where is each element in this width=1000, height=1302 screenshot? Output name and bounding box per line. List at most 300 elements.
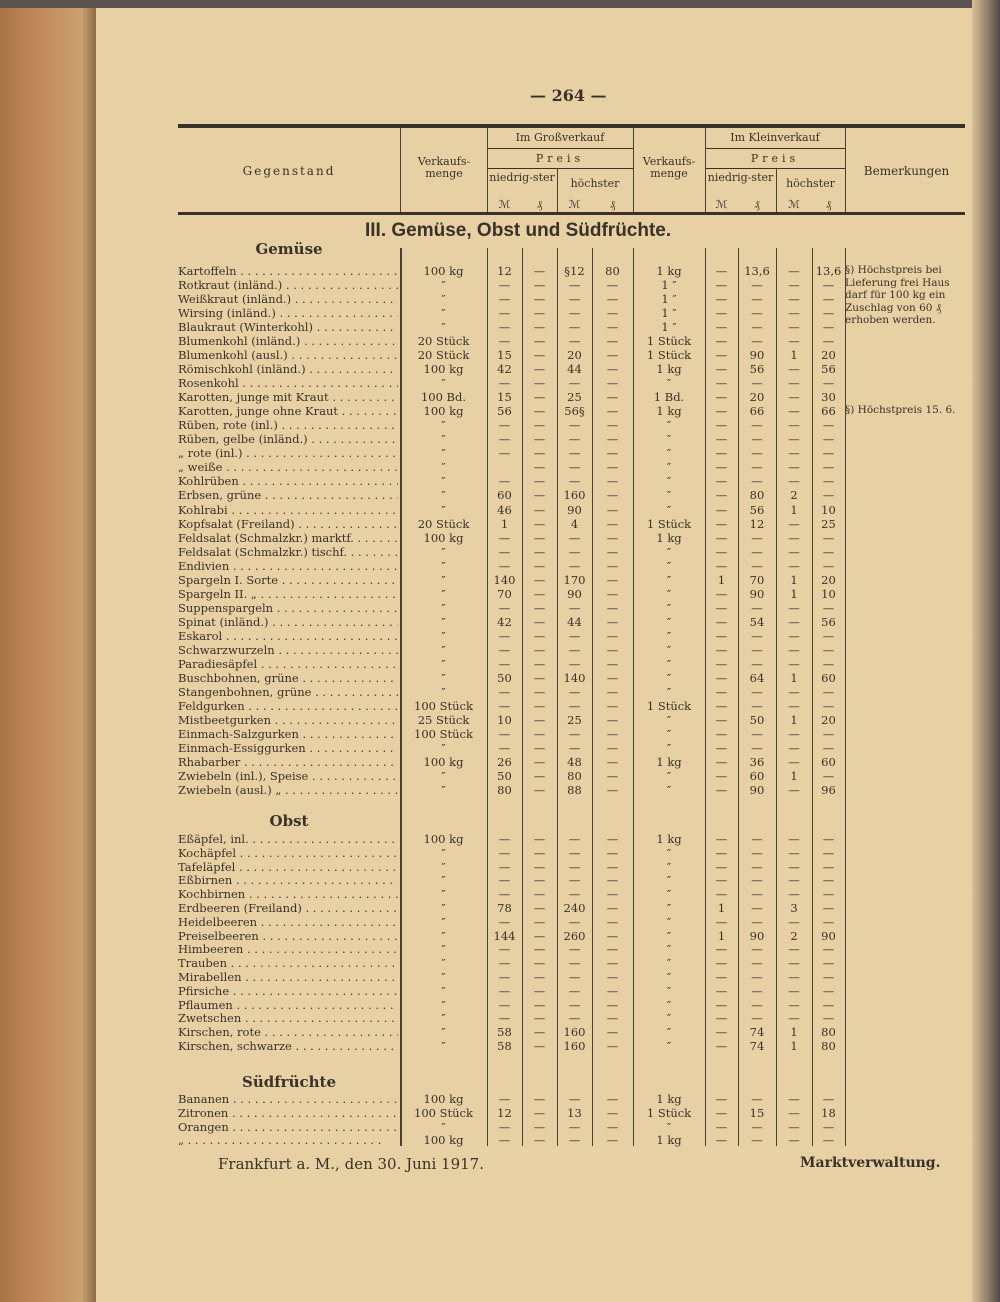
wholesale-low-mark: —	[498, 698, 511, 713]
header-divider	[487, 148, 633, 149]
table-row	[178, 942, 848, 956]
item-name: Suppenspargeln . . .	[178, 601, 398, 615]
wholesale-low-mark: —	[498, 684, 511, 699]
table-row	[178, 1133, 848, 1147]
retail-high-pfennig: —	[822, 306, 835, 321]
wholesale-low-pfennig: —	[533, 404, 546, 419]
retail-quantity: ″	[666, 670, 672, 685]
wholesale-high-pfennig: —	[606, 832, 619, 846]
retail-low-pfennig: 90	[749, 928, 765, 943]
header-mark: ℳ	[568, 198, 581, 211]
table-row	[178, 629, 848, 643]
item-name: Kartoffeln . . .	[178, 264, 398, 278]
wholesale-quantity: 20 Stück	[417, 348, 470, 363]
retail-high-mark: 1	[790, 769, 798, 784]
wholesale-quantity: ″	[441, 859, 446, 874]
retail-low-mark: —	[715, 1133, 728, 1148]
table-row	[178, 601, 848, 615]
table-row	[178, 998, 848, 1012]
wholesale-high-pfennig: —	[606, 928, 619, 943]
retail-low-pfennig: 12	[749, 516, 765, 531]
retail-low-pfennig: —	[751, 656, 763, 671]
wholesale-low-mark: —	[498, 600, 511, 615]
wholesale-high-pfennig: —	[606, 1039, 619, 1053]
retail-high-mark: —	[788, 873, 800, 888]
retail-low-pfennig: 90	[749, 783, 765, 798]
wholesale-high-pfennig: —	[606, 783, 619, 798]
item-name: Zwiebeln (inl.), Speise . . .	[178, 769, 398, 783]
item-name: Pflaumen . . .	[178, 998, 398, 1012]
wholesale-high-pfennig: —	[606, 474, 619, 489]
retail-low-mark: —	[715, 642, 728, 657]
retail-high-pfennig: —	[822, 873, 835, 888]
place-date: Frankfurt a. M., den 30. Juni 1917.	[218, 1155, 484, 1173]
wholesale-low-mark: —	[498, 278, 511, 293]
item-name: Kochbirnen . . .	[178, 887, 398, 901]
wholesale-low-mark: —	[498, 334, 511, 349]
item-name: Rüben, rote (inl.) . . .	[178, 418, 398, 432]
retail-quantity: ″	[666, 859, 672, 874]
wholesale-high-mark: —	[568, 1119, 581, 1134]
wholesale-high-mark: —	[568, 684, 581, 699]
wholesale-low-pfennig: —	[533, 859, 546, 874]
retail-high-mark: —	[788, 887, 800, 902]
retail-low-mark: —	[715, 997, 728, 1012]
wholesale-quantity: ″	[441, 432, 446, 447]
wholesale-low-mark: —	[498, 887, 511, 902]
item-name: Kirschen, rote . . .	[178, 1025, 398, 1039]
wholesale-high-mark: —	[568, 970, 581, 984]
wholesale-high-pfennig: —	[606, 1092, 619, 1106]
wholesale-high-pfennig: —	[606, 1105, 619, 1120]
wholesale-high-pfennig: —	[606, 278, 619, 293]
wholesale-high-pfennig: —	[606, 558, 619, 573]
wholesale-quantity: ″	[441, 488, 446, 503]
wholesale-low-mark: 10	[497, 712, 512, 727]
wholesale-high-mark: 80	[567, 769, 582, 784]
retail-high-mark: —	[788, 942, 800, 957]
item-name: Mistbeetgurken . . .	[178, 713, 398, 727]
item-name: Karotten, junge ohne Kraut . . .	[178, 404, 398, 418]
wholesale-high-mark: —	[568, 845, 581, 860]
wholesale-low-pfennig: —	[533, 712, 546, 727]
wholesale-high-pfennig: —	[606, 914, 619, 929]
retail-quantity: ″	[666, 376, 672, 391]
table-row	[178, 873, 848, 887]
retail-quantity: ″	[666, 997, 672, 1012]
wholesale-quantity: ″	[441, 1119, 446, 1134]
retail-quantity: 1 kg	[656, 530, 682, 545]
retail-low-mark: —	[715, 614, 728, 629]
wholesale-high-mark: —	[568, 474, 581, 489]
header-hoechster: höchster	[570, 177, 620, 190]
retail-high-mark: 1	[790, 670, 798, 685]
wholesale-low-pfennig: —	[533, 1119, 546, 1134]
retail-high-pfennig: 56	[821, 362, 836, 377]
retail-low-mark: —	[715, 1011, 728, 1026]
wholesale-low-mark: 60	[497, 488, 512, 503]
wholesale-low-mark: —	[498, 942, 511, 957]
retail-high-mark: —	[788, 362, 800, 377]
item-name: Buschbohnen, grüne . . .	[178, 671, 398, 685]
retail-low-mark: —	[715, 1105, 728, 1120]
retail-low-mark: —	[715, 887, 728, 902]
wholesale-quantity: ″	[441, 928, 446, 943]
wholesale-quantity: ″	[441, 873, 446, 888]
wholesale-quantity: 100 kg	[423, 1133, 464, 1148]
table-row	[178, 559, 848, 573]
retail-high-mark: 1	[790, 1039, 798, 1053]
table-row	[178, 334, 848, 348]
wholesale-quantity: ″	[441, 544, 446, 559]
wholesale-quantity: ″	[441, 306, 446, 321]
wholesale-quantity: ″	[441, 628, 446, 643]
retail-high-mark: —	[788, 432, 800, 447]
retail-quantity: ″	[666, 600, 672, 615]
remark-karotten: §) Höchstpreis 15. 6.	[845, 404, 956, 416]
retail-high-mark: 2	[790, 928, 798, 943]
retail-high-mark: —	[788, 614, 800, 629]
table-row	[178, 1106, 848, 1120]
wholesale-low-pfennig: —	[533, 1039, 546, 1053]
wholesale-high-mark: —	[568, 278, 581, 293]
retail-low-pfennig: —	[751, 474, 763, 489]
wholesale-quantity: ″	[441, 586, 446, 601]
column-divider	[633, 128, 634, 212]
retail-high-mark: —	[788, 334, 800, 349]
retail-high-pfennig: —	[822, 983, 835, 998]
wholesale-quantity: ″	[441, 320, 446, 335]
retail-low-pfennig: —	[751, 1011, 763, 1026]
item-name: Pfirsiche . . .	[178, 984, 398, 998]
retail-high-mark: 1	[790, 502, 798, 517]
wholesale-high-mark: 44	[567, 362, 582, 377]
retail-high-mark: 1	[790, 712, 798, 727]
wholesale-low-mark: —	[498, 474, 511, 489]
wholesale-high-mark: —	[568, 1092, 581, 1106]
retail-low-pfennig: —	[751, 320, 763, 335]
wholesale-low-pfennig: —	[533, 362, 546, 377]
wholesale-quantity: ″	[441, 1025, 446, 1040]
section-heading: Südfrüchte	[242, 1073, 336, 1091]
retail-high-pfennig: —	[822, 859, 835, 874]
retail-high-mark: —	[788, 264, 800, 278]
table-row	[178, 1025, 848, 1039]
wholesale-low-mark: —	[498, 873, 511, 888]
retail-high-pfennig: 13,6	[815, 264, 842, 278]
wholesale-low-pfennig: —	[533, 1105, 546, 1120]
wholesale-quantity: ″	[441, 997, 446, 1012]
retail-quantity: ″	[666, 956, 672, 971]
wholesale-low-pfennig: —	[533, 741, 546, 756]
retail-quantity: 1 kg	[656, 832, 682, 846]
wholesale-low-pfennig: —	[533, 572, 546, 587]
retail-quantity: ″	[666, 887, 672, 902]
wholesale-low-pfennig: —	[533, 901, 546, 915]
wholesale-low-mark: 26	[497, 755, 512, 770]
item-name: Weißkraut (inländ.) . . .	[178, 292, 398, 306]
retail-low-mark: —	[715, 530, 728, 545]
scan-right-border	[972, 0, 1000, 1302]
wholesale-high-mark: —	[568, 887, 581, 902]
wholesale-low-pfennig: —	[533, 755, 546, 770]
retail-high-pfennig: —	[822, 278, 835, 293]
retail-low-mark: —	[715, 1119, 728, 1134]
retail-quantity: ″	[666, 684, 672, 699]
table-row	[178, 474, 848, 488]
remark-kartoffeln: §) Höchstpreis bei Lieferung frei Haus darf für 100 kg ein Zuschlag von 60 ₰ erhoben werden.	[845, 264, 950, 326]
wholesale-high-mark: —	[568, 942, 581, 957]
wholesale-low-pfennig: —	[533, 516, 546, 531]
table-row	[178, 615, 848, 629]
wholesale-quantity: 20 Stück	[417, 334, 470, 349]
wholesale-high-pfennig: —	[606, 390, 619, 405]
item-name: Zwetschen . . .	[178, 1011, 398, 1025]
wholesale-low-mark: 46	[497, 502, 512, 517]
column-divider	[845, 128, 846, 212]
wholesale-high-pfennig: —	[606, 684, 619, 699]
retail-quantity: ″	[666, 418, 672, 433]
retail-quantity: 1 kg	[656, 404, 682, 419]
retail-high-mark: —	[788, 376, 800, 391]
retail-high-mark: —	[788, 1011, 800, 1026]
retail-high-mark: —	[788, 684, 800, 699]
retail-quantity: ″	[666, 614, 672, 629]
retail-high-pfennig: —	[822, 741, 835, 756]
item-name: Kohlrabi . . .	[178, 503, 398, 517]
retail-low-mark: —	[715, 376, 728, 391]
retail-low-mark: —	[715, 845, 728, 860]
wholesale-high-pfennig: —	[606, 502, 619, 517]
wholesale-high-mark: —	[568, 698, 581, 713]
wholesale-low-pfennig: —	[533, 887, 546, 902]
retail-low-mark: —	[715, 292, 728, 307]
wholesale-low-mark: —	[498, 446, 511, 461]
retail-low-pfennig: 20	[749, 390, 765, 405]
wholesale-quantity: ″	[441, 956, 446, 971]
item-name: Römischkohl (inländ.) . . .	[178, 362, 398, 376]
wholesale-high-pfennig: —	[606, 670, 619, 685]
table-row	[178, 769, 848, 783]
retail-low-pfennig: —	[751, 376, 763, 391]
retail-high-pfennig: 90	[821, 928, 836, 943]
wholesale-high-pfennig: —	[606, 544, 619, 559]
retail-low-mark: —	[715, 488, 728, 503]
retail-quantity: ″	[666, 460, 672, 475]
retail-low-mark: —	[715, 983, 728, 998]
wholesale-high-mark: 25	[567, 712, 582, 727]
wholesale-high-mark: —	[568, 600, 581, 615]
wholesale-high-pfennig: —	[606, 859, 619, 874]
wholesale-high-pfennig: —	[606, 942, 619, 957]
retail-low-pfennig: 64	[749, 670, 765, 685]
wholesale-low-mark: —	[498, 1133, 511, 1148]
retail-low-mark: —	[715, 769, 728, 784]
retail-low-mark: —	[715, 474, 728, 489]
retail-high-mark: —	[788, 726, 800, 741]
wholesale-high-mark: 160	[563, 488, 586, 503]
retail-quantity: 1 kg	[656, 755, 682, 770]
wholesale-low-pfennig: —	[533, 832, 546, 846]
wholesale-high-mark: —	[568, 914, 581, 929]
retail-quantity: ″	[666, 628, 672, 643]
retail-quantity: 1 Stück	[646, 698, 692, 713]
wholesale-low-pfennig: —	[533, 698, 546, 713]
retail-high-pfennig: —	[822, 845, 835, 860]
retail-low-mark: —	[715, 755, 728, 770]
retail-high-pfennig: —	[822, 418, 835, 433]
retail-low-pfennig: —	[751, 558, 763, 573]
table-row	[178, 404, 848, 418]
retail-high-mark: —	[788, 983, 800, 998]
header-bottom-rule	[178, 212, 965, 215]
wholesale-low-mark: —	[498, 320, 511, 335]
table-row	[178, 460, 848, 474]
table-row	[178, 755, 848, 769]
item-name: „ rote (inl.) . . .	[178, 446, 398, 460]
wholesale-high-pfennig: —	[606, 460, 619, 475]
wholesale-high-mark: —	[568, 628, 581, 643]
table-row	[178, 306, 848, 320]
retail-quantity: 1 ″	[661, 306, 677, 321]
retail-low-pfennig: —	[751, 832, 763, 846]
retail-high-pfennig: —	[822, 970, 835, 984]
wholesale-low-pfennig: —	[533, 983, 546, 998]
wholesale-high-mark: —	[568, 558, 581, 573]
retail-high-pfennig: —	[822, 997, 835, 1012]
wholesale-low-pfennig: —	[533, 376, 546, 391]
retail-low-mark: —	[715, 334, 728, 349]
retail-high-mark: —	[788, 292, 800, 307]
header-verkaufsmenge: Verkaufs-menge	[417, 155, 471, 180]
retail-high-mark: —	[788, 642, 800, 657]
retail-high-pfennig: —	[822, 376, 835, 391]
table-row	[178, 348, 848, 362]
wholesale-low-pfennig: —	[533, 997, 546, 1012]
retail-low-pfennig: —	[751, 942, 763, 957]
retail-low-mark: —	[715, 432, 728, 447]
retail-high-mark: —	[788, 558, 800, 573]
retail-high-mark: —	[788, 600, 800, 615]
wholesale-quantity: ″	[441, 970, 446, 984]
wholesale-low-pfennig: —	[533, 656, 546, 671]
wholesale-low-mark: —	[498, 741, 511, 756]
wholesale-high-pfennig: —	[606, 755, 619, 770]
retail-low-mark: —	[715, 586, 728, 601]
wholesale-low-pfennig: —	[533, 460, 546, 475]
table-row	[178, 685, 848, 699]
table-row	[178, 488, 848, 502]
table-row	[178, 741, 848, 755]
wholesale-quantity: ″	[441, 418, 446, 433]
retail-low-mark: —	[715, 306, 728, 321]
retail-low-mark: —	[715, 628, 728, 643]
book-spine-edge	[0, 0, 96, 1302]
wholesale-low-mark: —	[498, 656, 511, 671]
wholesale-low-mark: —	[498, 642, 511, 657]
table-row	[178, 573, 848, 587]
wholesale-quantity: ″	[441, 845, 446, 860]
retail-low-pfennig: 80	[749, 488, 765, 503]
table-row	[178, 418, 848, 432]
retail-high-pfennig: —	[822, 544, 835, 559]
retail-quantity: 1 Bd.	[653, 390, 685, 405]
wholesale-high-pfennig: —	[606, 628, 619, 643]
item-name: Blumenkohl (inländ.) . . .	[178, 334, 398, 348]
table-row	[178, 292, 848, 306]
retail-high-mark: —	[788, 698, 800, 713]
table-row	[178, 264, 848, 278]
wholesale-high-pfennig: —	[606, 362, 619, 377]
wholesale-low-pfennig: —	[533, 684, 546, 699]
wholesale-quantity: 100 Bd.	[420, 390, 467, 405]
wholesale-low-pfennig: —	[533, 928, 546, 943]
retail-high-mark: —	[788, 783, 800, 798]
retail-quantity: ″	[666, 1011, 672, 1026]
item-name: Himbeeren . . .	[178, 942, 398, 956]
retail-low-mark: —	[715, 859, 728, 874]
wholesale-low-pfennig: —	[533, 278, 546, 293]
retail-quantity: 1 Stück	[646, 516, 692, 531]
item-name: Eßäpfel, inl. . . .	[178, 832, 398, 846]
retail-high-pfennig: —	[822, 460, 835, 475]
retail-low-mark: —	[715, 656, 728, 671]
wholesale-high-pfennig: —	[606, 1011, 619, 1026]
wholesale-quantity: ″	[441, 600, 446, 615]
wholesale-quantity: 100 Stück	[414, 698, 473, 713]
table-row	[178, 783, 848, 797]
wholesale-quantity: ″	[441, 446, 446, 461]
wholesale-high-pfennig: —	[606, 432, 619, 447]
wholesale-low-pfennig: —	[533, 334, 546, 349]
wholesale-quantity: ″	[441, 656, 446, 671]
section-heading: Gemüse	[255, 240, 323, 258]
retail-high-mark: 3	[790, 901, 798, 915]
wholesale-low-mark: 42	[497, 614, 512, 629]
wholesale-high-pfennig: —	[606, 572, 619, 587]
wholesale-low-pfennig: —	[533, 1025, 546, 1040]
item-name: Spargeln I. Sorte . . .	[178, 573, 398, 587]
wholesale-low-pfennig: —	[533, 446, 546, 461]
retail-quantity: ″	[666, 845, 672, 860]
wholesale-low-mark: —	[498, 376, 511, 391]
wholesale-high-pfennig: —	[606, 845, 619, 860]
retail-quantity: ″	[666, 446, 672, 461]
retail-low-mark: —	[715, 726, 728, 741]
retail-low-pfennig: 90	[749, 348, 765, 363]
retail-high-mark: —	[788, 404, 800, 419]
wholesale-high-mark: —	[568, 292, 581, 307]
retail-low-pfennig: 74	[749, 1025, 765, 1040]
wholesale-low-mark: 58	[497, 1025, 512, 1040]
retail-quantity: ″	[666, 544, 672, 559]
header-preis: Preis	[535, 152, 585, 165]
retail-high-pfennig: —	[822, 642, 835, 657]
retail-low-pfennig: 36	[749, 755, 765, 770]
wholesale-high-pfennig: —	[606, 306, 619, 321]
item-name: Preiselbeeren . . .	[178, 929, 398, 943]
retail-high-mark: —	[788, 845, 800, 860]
table-row	[178, 545, 848, 559]
retail-high-pfennig: —	[822, 942, 835, 957]
retail-high-pfennig: —	[822, 558, 835, 573]
item-name: Endivien . . .	[178, 559, 398, 573]
table-row	[178, 1092, 848, 1106]
table-row	[178, 390, 848, 404]
wholesale-high-mark: —	[568, 432, 581, 447]
retail-quantity: ″	[666, 741, 672, 756]
retail-low-pfennig: —	[751, 1119, 763, 1134]
